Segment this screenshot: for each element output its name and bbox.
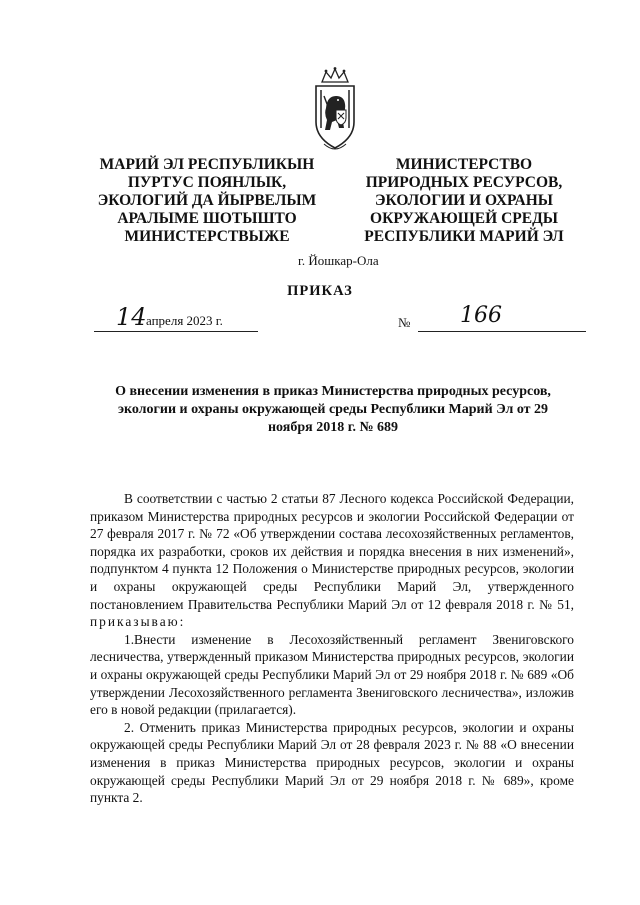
body-paragraph-item-1: 1.Внести изменение в Лесохозяйственный регламент Звениговского лесничества, утвержденный приказом Министерства природных ресурсов, экологии и охраны окружающей среды Республики Марий Эл от 29 ноября 2018 г. № 689 «Об утверждении Лесохозяйственного регламента Звениговского лесничества», изложив его в новой редакции (прилагается). (90, 631, 574, 718)
body-paragraph (90, 490, 574, 631)
coat-of-arms-emblem (300, 66, 370, 156)
document-title: ПРИКАЗ (287, 283, 353, 299)
number-label: № (398, 315, 411, 330)
header-right-line: ЭКОЛОГИИ И ОХРАНЫ (374, 192, 554, 209)
order-date (94, 303, 258, 332)
header-left-line: ЭКОЛОГИЙ ДА ЙЫРВЕЛЫМ (97, 192, 317, 209)
header-ministry-russian (362, 156, 566, 246)
preamble-text: В соответствии с частью 2 статьи 87 Лесного кодекса Российской Федерации, приказом Министерства природных ресурсов и экологии Российской Федерации от 27 февраля 2017 г. № 72 «Об утверждении состава лесохозяйственных регламентов, порядка их разработки, сроков их действия и порядка внесения в них изменений», подпунктом 4 пункта 12 Положения о Министерстве природных ресурсов, экологии и охраны окружающей среды Республики Марий Эл, утвержденного постановлением Правительства Республики Марий Эл от 12 февраля 2018 г. № 51, (90, 491, 574, 612)
order-subject: О внесении изменения в приказ Министерства природных ресурсов, экологии и охраны окружающей среды Республики Марий Эл от 29 ноября 2018 г. № 689 (115, 384, 551, 435)
order-number-handwritten: 166 (460, 303, 502, 328)
date-month-year: апреля 2023 г. (146, 313, 223, 328)
header-left-line: МИНИСТЕРСТВЫЖЕ (124, 228, 290, 245)
header-left-line: ПУРТУС ПОЯНЛЫК, (127, 174, 287, 191)
header-right-line: ПРИРОДНЫХ РЕСУРСОВ, (365, 174, 563, 191)
body-paragraph-item-2: 2. Отменить приказ Министерства природных ресурсов, экологии и охраны окружающей среды Республики Марий Эл от 28 февраля 2023 г. № 88 «О внесении изменения в приказ Министерства природных ресурсов, экологии и охраны окружающей среды Республики Марий Эл от 29 ноября 2018 г. № 689», кроме пункта 2. (90, 719, 574, 806)
city-name: г. Йошкар-Ола (298, 253, 379, 268)
header-right-line: РЕСПУБЛИКИ МАРИЙ ЭЛ (364, 228, 564, 245)
header-ministry-mari (96, 156, 318, 246)
order-verb: приказываю: (90, 614, 186, 630)
header-left-line: МАРИЙ ЭЛ РЕСПУБЛИКЫН (99, 156, 315, 173)
date-day-handwritten: 14 (116, 303, 147, 331)
header-right-line: ОКРУЖАЮЩЕЙ СРЕДЫ (370, 210, 558, 227)
header-left-line: АРАЛЫМЕ ШОТЫШТО (117, 210, 297, 227)
document-body (90, 490, 574, 807)
order-number (418, 303, 586, 332)
header-right-line: МИНИСТЕРСТВО (395, 156, 533, 173)
